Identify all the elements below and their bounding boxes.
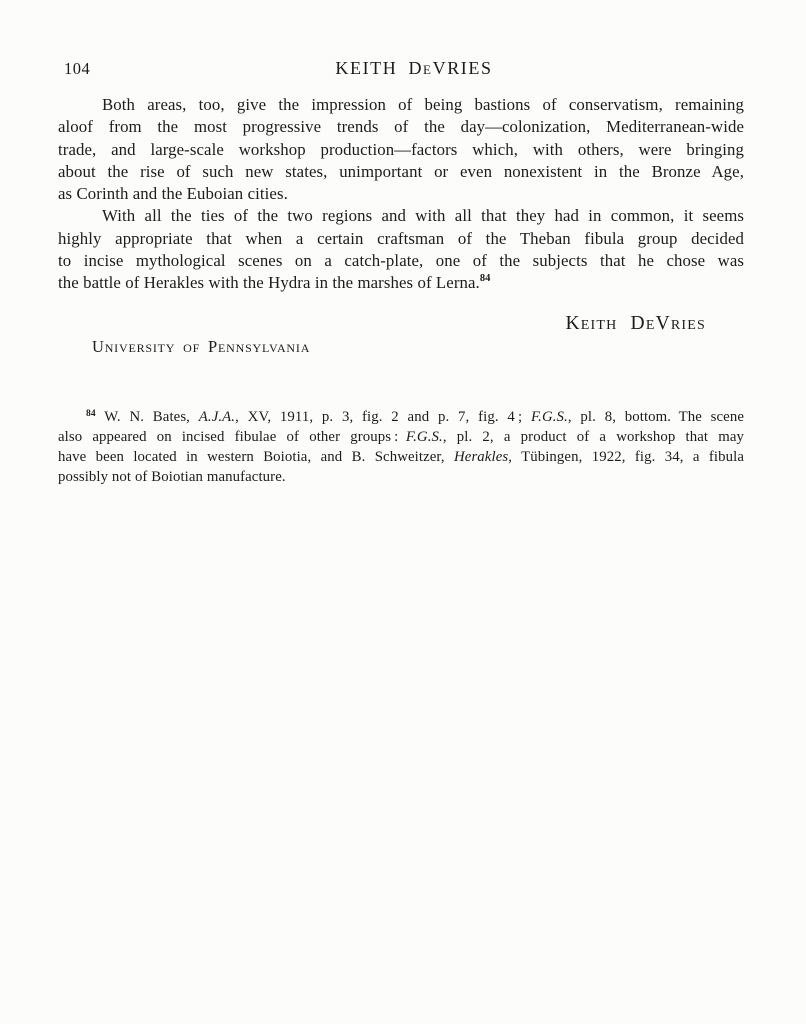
footnote-line: have been located in western Boiotia, and B. Schweitzer, Herakles, Tübingen, 1922, fig. 34, a fibula	[58, 449, 744, 466]
body-line: trade, and large-scale workshop production—factors which, with others, were bringing	[58, 139, 744, 159]
body-line-text: the battle of Herakles with the Hydra in the marshes of Lerna.	[58, 273, 480, 293]
author-affiliation: University of Pennsylvania	[92, 337, 311, 356]
page-number: 104	[64, 59, 91, 78]
body-line: highly appropriate that when a certain craftsman of the Theban fibula group decided	[58, 228, 744, 248]
body-line: With all the ties of the two regions and with all that they had in common, it seems	[102, 206, 744, 226]
running-head: KEITH DeVRIES	[335, 58, 493, 78]
body-line: to incise mythological scenes on a catch-plate, one of the subjects that he chose was	[58, 251, 744, 271]
footnote-line	[58, 407, 744, 427]
body-line	[58, 272, 744, 294]
footnote-line-text: W. N. Bates, A.J.A., XV, 1911, p. 3, fig. 2 and p. 7, fig. 4 ; F.G.S., pl. 8, bottom. The scene	[95, 409, 744, 425]
footnote-reference-marker: 84	[479, 273, 491, 285]
body-line: Both areas, too, give the impression of being bastions of conservatism, remaining	[102, 95, 744, 114]
body-line: about the rise of such new states, unimportant or even nonexistent in the Bronze Age,	[58, 161, 744, 181]
author-signature: Keith DeVries	[565, 313, 706, 334]
body-line: as Corinth and the Euboian cities.	[58, 184, 288, 204]
footnote-line: possibly not of Boiotian manufacture.	[58, 469, 286, 486]
footnote-line: also appeared on incised fibulae of other groups : F.G.S., pl. 2, a product of a workshop that may	[58, 429, 744, 446]
footnote-number: 84	[86, 409, 96, 419]
article-body	[58, 94, 744, 295]
body-line: aloof from the most progressive trends of the day—colonization, Mediterranean-wide	[58, 117, 744, 137]
footnote-block	[58, 407, 744, 487]
